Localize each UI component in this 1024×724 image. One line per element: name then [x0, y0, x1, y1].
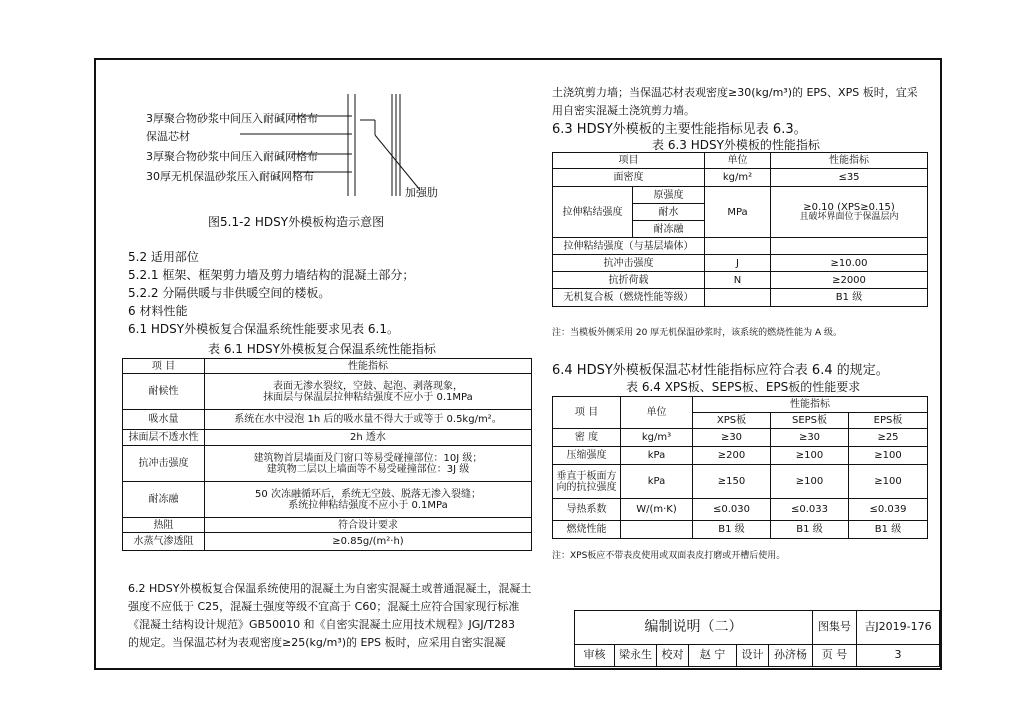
t64-r3-v1: ≤0.033: [771, 499, 849, 521]
t63-h2: 性能指标: [771, 153, 928, 169]
tb-review-label: 审核: [575, 645, 615, 667]
t64-r2-unit: kPa: [621, 465, 693, 499]
t63-density-val: ≤35: [771, 169, 928, 187]
tb-check-label: 校对: [657, 645, 689, 667]
para-6-2-line4: 的规定。当保温芯材为表观密度≥25(kg/m³)的 EPS 板时，应采用自密实混凝: [128, 636, 506, 649]
t64-sub2: EPS板: [849, 413, 928, 429]
t63-bond-sub2: 耐冻融: [633, 221, 705, 238]
tb-check-name: 赵 宁: [689, 645, 737, 667]
t64-r0-v2: ≥25: [849, 429, 928, 447]
table-6-3: [552, 152, 928, 307]
t64-sub1: SEPS板: [771, 413, 849, 429]
t61-r4-val: 50 次冻融循环后，系统无空鼓、脱落无渗入裂缝； 系统拉伸粘结强度不应小于 0.1MPa: [205, 482, 532, 518]
callout-1: 3厚聚合物砂浆中间压入耐碱网格布: [146, 112, 318, 125]
t63-impact-unit: J: [705, 255, 771, 272]
callout-2: 保温芯材: [146, 130, 190, 143]
t64-r1-item: 压缩强度: [553, 447, 621, 465]
t64-r0-unit: kg/m³: [621, 429, 693, 447]
figure-caption: 图5.1-2 HDSY外模板构造示意图: [208, 215, 385, 229]
t64-r1-v2: ≥100: [849, 447, 928, 465]
t63-bond-note: 且破坏界面位于保温层内: [799, 211, 899, 222]
para-6-2-line2: 强度不应低于 C25，混凝土强度等级不宜高于 C60；混凝土应符合国家现行标准: [128, 600, 520, 613]
t61-r5-val: 符合设计要求: [205, 518, 532, 533]
callout-5: 加强肋: [405, 186, 438, 199]
t64-r4-unit: [621, 521, 693, 539]
t64-r4-v0: B1 级: [693, 521, 771, 539]
t61-r6-val: ≥0.85g/(m²·h): [205, 533, 532, 551]
para-6-2-line1: 6.2 HDSY外模板复合保温系统使用的混凝土为自密实混凝土或普通混凝土，混凝土: [128, 582, 532, 595]
t64-sub0: XPS板: [693, 413, 771, 429]
t61-r4-item: 耐冻融: [123, 482, 205, 518]
t63-bond-sub1: 耐水: [633, 204, 705, 221]
t64-r1-unit: kPa: [621, 447, 693, 465]
table63-title: 表 6.3 HDSY外模板的性能指标: [652, 138, 820, 152]
atlas-no: 吉J2019-176: [857, 611, 940, 645]
t63-h1: 单位: [705, 153, 771, 169]
note-6-4: 注：XPS板应不带表皮使用或双面表皮打磨或开槽后使用。: [552, 551, 786, 561]
t61-r0-item: 耐候性: [123, 374, 205, 410]
t61-r0-val: 表面无渗水裂纹，空鼓、起泡、剥落现象， 抹面层与保温层拉伸粘结强度不应小于 0.1MPa: [205, 374, 532, 410]
callout-4: 30厚无机保温砂浆压入耐碱网格布: [146, 170, 314, 183]
t61-r3-item: 抗冲击强度: [123, 446, 205, 482]
t64-r3-v2: ≤0.039: [849, 499, 928, 521]
section-5-2: 5.2 适用部位: [128, 250, 199, 264]
t63-fire-item: 无机复合板（燃烧性能等级）: [553, 289, 705, 307]
t64-r3-item: 导热系数: [553, 499, 621, 521]
t63-bond-label: 拉伸粘结强度: [553, 187, 633, 238]
note-6-3: 注：当模板外侧采用 20 厚无机保温砂浆时，该系统的燃烧性能为 A 级。: [552, 328, 843, 338]
t61-r2-item: 抹面层不透水性: [123, 430, 205, 446]
sheet-title: 编制说明（二）: [575, 611, 813, 645]
atlas-label: 图集号: [813, 611, 857, 645]
t64-r1-v1: ≥100: [771, 447, 849, 465]
t61-r1-val: 系统在水中浸泡 1h 后的吸水量不得大于或等于 0.5kg/m²。: [205, 410, 532, 430]
t63-density-item: 面密度: [553, 169, 705, 187]
t64-r3-unit: W/(m·K): [621, 499, 693, 521]
t63-bond-sub0: 原强度: [633, 187, 705, 204]
t63-break-val: ≥2000: [771, 272, 928, 289]
t61-r1-item: 吸水量: [123, 410, 205, 430]
tb-review-name: 梁永生: [615, 645, 657, 667]
t61-r2-val: 2h 透水: [205, 430, 532, 446]
t61-r3-val: 建筑物首层墙面及门窗口等易受碰撞部位：10J 级； 建筑物二层以上墙面等不易受碰撞部位：3J 级: [205, 446, 532, 482]
tb-design-label: 设计: [737, 645, 769, 667]
tb-design-name: 孙济杨: [769, 645, 813, 667]
t63-bond-unit: MPa: [705, 187, 771, 238]
t64-r0-v1: ≥30: [771, 429, 849, 447]
section-5-2-2: 5.2.2 分隔供暖与非供暖空间的楼板。: [128, 286, 331, 300]
t64-h2: 性能指标: [693, 397, 928, 413]
table-6-4: [552, 396, 928, 539]
t63-lap-val: [771, 238, 928, 255]
t63-break-unit: N: [705, 272, 771, 289]
t64-r0-v0: ≥30: [693, 429, 771, 447]
t64-r2-v1: ≥100: [771, 465, 849, 499]
t61-h0: 项 目: [123, 359, 205, 374]
t64-r2-item: 垂直于板面方向的抗拉强度: [553, 465, 621, 499]
t63-impact-item: 抗冲击强度: [553, 255, 705, 272]
t64-r2-v0: ≥150: [693, 465, 771, 499]
t63-break-item: 抗折荷载: [553, 272, 705, 289]
t64-r1-v0: ≥200: [693, 447, 771, 465]
tb-page-label: 页 号: [813, 645, 857, 667]
tb-page-no: 3: [857, 645, 940, 667]
section-6: 6 材料性能: [128, 304, 188, 318]
right-line2: 用自密实混凝土浇筑剪力墙。: [552, 104, 695, 117]
right-line1: 土浇筑剪力墙；当保温芯材表观密度≥30(kg/m³)的 EPS、XPS 板时，宜采: [552, 86, 918, 99]
t63-lap-unit: [705, 238, 771, 255]
t63-density-unit: kg/m²: [705, 169, 771, 187]
t64-h1: 单位: [621, 397, 693, 429]
t63-h0: 项目: [553, 153, 705, 169]
t64-r3-v0: ≤0.030: [693, 499, 771, 521]
t63-lap-item: 拉伸粘结强度（与基层墙体）: [553, 238, 705, 255]
t64-r4-v1: B1 级: [771, 521, 849, 539]
t61-r6-item: 水蒸气渗透阻: [123, 533, 205, 551]
t64-r0-item: 密 度: [553, 429, 621, 447]
t64-r4-item: 燃烧性能: [553, 521, 621, 539]
t63-bond-val: [771, 187, 928, 238]
table64-title: 表 6.4 XPS板、SEPS板、EPS板的性能要求: [626, 380, 861, 394]
section-6-1: 6.1 HDSY外模板复合保温系统性能要求见表 6.1。: [128, 322, 400, 336]
section-6-3: 6.3 HDSY外模板的主要性能指标见表 6.3。: [552, 122, 807, 137]
section-5-2-1: 5.2.1 框架、框架剪力墙及剪力墙结构的混凝土部分；: [128, 268, 415, 282]
title-block: [574, 610, 940, 667]
t63-fire-unit: [705, 289, 771, 307]
t64-r2-v2: ≥100: [849, 465, 928, 499]
t64-r4-v2: B1 级: [849, 521, 928, 539]
t64-h0: 项 目: [553, 397, 621, 429]
t63-fire-val: B1 级: [771, 289, 928, 307]
table-6-1: [122, 358, 532, 551]
t61-r5-item: 热阻: [123, 518, 205, 533]
section-6-4: 6.4 HDSY外模板保温芯材性能指标应符合表 6.4 的规定。: [552, 363, 889, 378]
table61-title: 表 6.1 HDSY外模板复合保温系统性能指标: [208, 342, 436, 356]
para-6-2-line3: 《混凝土结构设计规范》GB50010 和《自密实混凝土应用技术规程》JGJ/T283: [128, 618, 515, 631]
t63-bond-value: ≥0.10 (XPS≥0.15): [803, 201, 895, 213]
t63-impact-val: ≥10.00: [771, 255, 928, 272]
callout-3: 3厚聚合物砂浆中间压入耐碱网格布: [146, 150, 318, 163]
t61-h1: 性能指标: [205, 359, 532, 374]
